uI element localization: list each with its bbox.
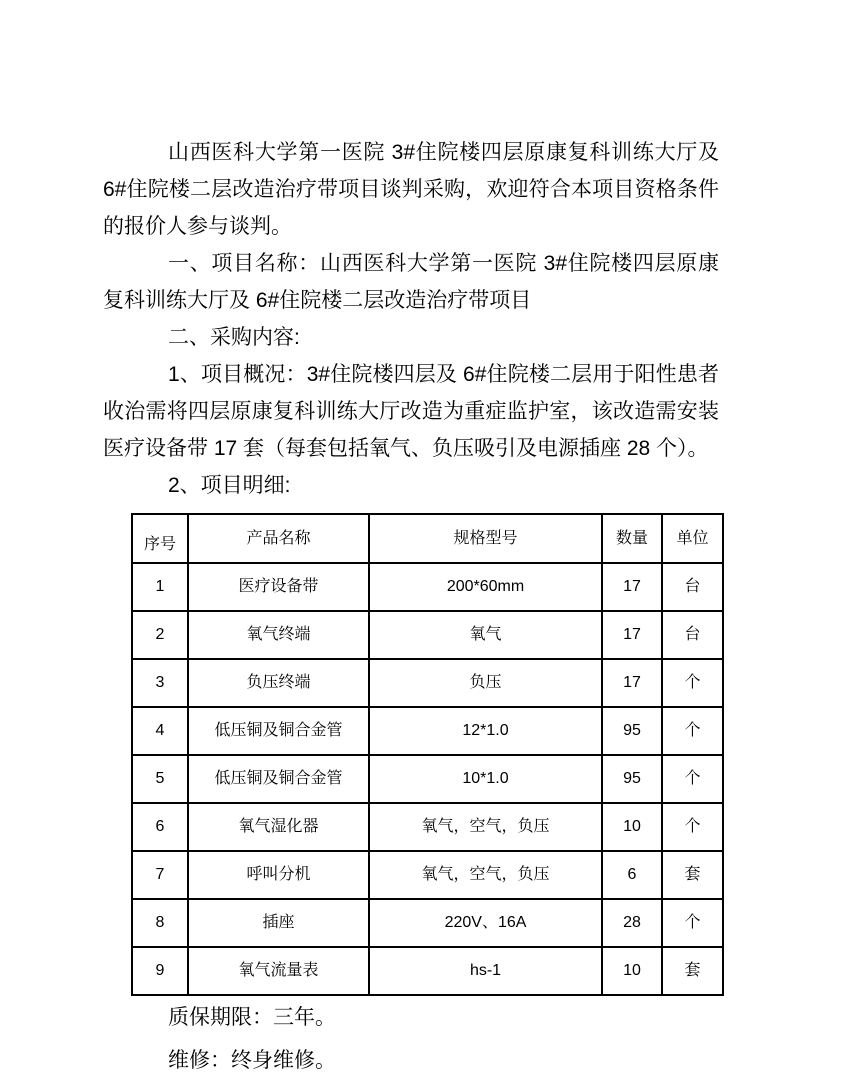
cell-unit: 个 [662, 659, 723, 707]
table-row [132, 659, 723, 707]
cell-product-name: 呼叫分机 [188, 851, 369, 899]
document-content [103, 134, 719, 1076]
cell-spec-model: hs-1 [369, 947, 602, 995]
paragraph-project-detail-heading: 2、项目明细: [168, 474, 291, 497]
cell-spec-model: 200*60mm [369, 563, 602, 611]
cell-seq: 6 [132, 803, 188, 851]
cell-unit: 套 [662, 851, 723, 899]
paragraph-procurement-content-heading: 二、采购内容: [168, 326, 300, 349]
cell-unit: 套 [662, 947, 723, 995]
cell-seq: 7 [132, 851, 188, 899]
header-quantity: 数量 [602, 514, 662, 563]
cell-product-name: 氧气终端 [188, 611, 369, 659]
cell-quantity: 17 [602, 563, 662, 611]
table-row [132, 803, 723, 851]
cell-seq: 8 [132, 899, 188, 947]
table-row [132, 947, 723, 995]
cell-seq: 2 [132, 611, 188, 659]
cell-seq: 1 [132, 563, 188, 611]
cell-spec-model: 10*1.0 [369, 755, 602, 803]
paragraph-intro: 山西医科大学第一医院 3#住院楼四层原康复科训练大厅及 6#住院楼二层改造治疗带项目谈判采购，欢迎符合本项目资格条件的报价人参与谈判。 [103, 141, 719, 238]
cell-unit: 台 [662, 611, 723, 659]
cell-seq: 9 [132, 947, 188, 995]
cell-quantity: 28 [602, 899, 662, 947]
header-product-name: 产品名称 [188, 514, 369, 563]
paragraph-maintenance: 维修：终身维修。 [168, 1049, 336, 1072]
cell-unit: 台 [662, 563, 723, 611]
cell-spec-model: 氧气 [369, 611, 602, 659]
cell-quantity: 6 [602, 851, 662, 899]
cell-quantity: 95 [602, 707, 662, 755]
cell-quantity: 95 [602, 755, 662, 803]
table-row [132, 755, 723, 803]
cell-unit: 个 [662, 803, 723, 851]
cell-spec-model: 220V、16A [369, 899, 602, 947]
cell-spec-model: 12*1.0 [369, 707, 602, 755]
table-row [132, 899, 723, 947]
paragraph-project-name: 一、项目名称：山西医科大学第一医院 3#住院楼四层原康复科训练大厅及 6#住院楼二层改造治疗带项目 [103, 252, 719, 312]
cell-unit: 个 [662, 899, 723, 947]
cell-quantity: 17 [602, 611, 662, 659]
cell-spec-model: 负压 [369, 659, 602, 707]
header-seq: 序号 [132, 514, 188, 563]
paragraph-warranty-period: 质保期限：三年。 [168, 1006, 336, 1029]
paragraph-project-overview: 1、项目概况：3#住院楼四层及 6#住院楼二层用于阳性患者收治需将四层原康复科训练大厅改造为重症监护室，该改造需安装医疗设备带 17 套（每套包括氧气、负压吸引及电源插座 28 个）。 [103, 363, 719, 460]
cell-spec-model: 氧气，空气，负压 [369, 803, 602, 851]
cell-product-name: 插座 [188, 899, 369, 947]
cell-quantity: 10 [602, 947, 662, 995]
cell-seq: 3 [132, 659, 188, 707]
cell-product-name: 低压铜及铜合金管 [188, 755, 369, 803]
cell-product-name: 负压终端 [188, 659, 369, 707]
cell-spec-model: 氧气，空气，负压 [369, 851, 602, 899]
cell-product-name: 氧气湿化器 [188, 803, 369, 851]
cell-quantity: 10 [602, 803, 662, 851]
header-spec-model: 规格型号 [369, 514, 602, 563]
cell-product-name: 医疗设备带 [188, 563, 369, 611]
table-row [132, 707, 723, 755]
table-row [132, 851, 723, 899]
cell-quantity: 17 [602, 659, 662, 707]
table-header-row [132, 514, 723, 563]
cell-seq: 4 [132, 707, 188, 755]
cell-seq: 5 [132, 755, 188, 803]
cell-product-name: 氧气流量表 [188, 947, 369, 995]
cell-unit: 个 [662, 755, 723, 803]
header-unit: 单位 [662, 514, 723, 563]
cell-unit: 个 [662, 707, 723, 755]
table-row [132, 563, 723, 611]
cell-product-name: 低压铜及铜合金管 [188, 707, 369, 755]
items-table [131, 513, 724, 996]
table-row [132, 611, 723, 659]
